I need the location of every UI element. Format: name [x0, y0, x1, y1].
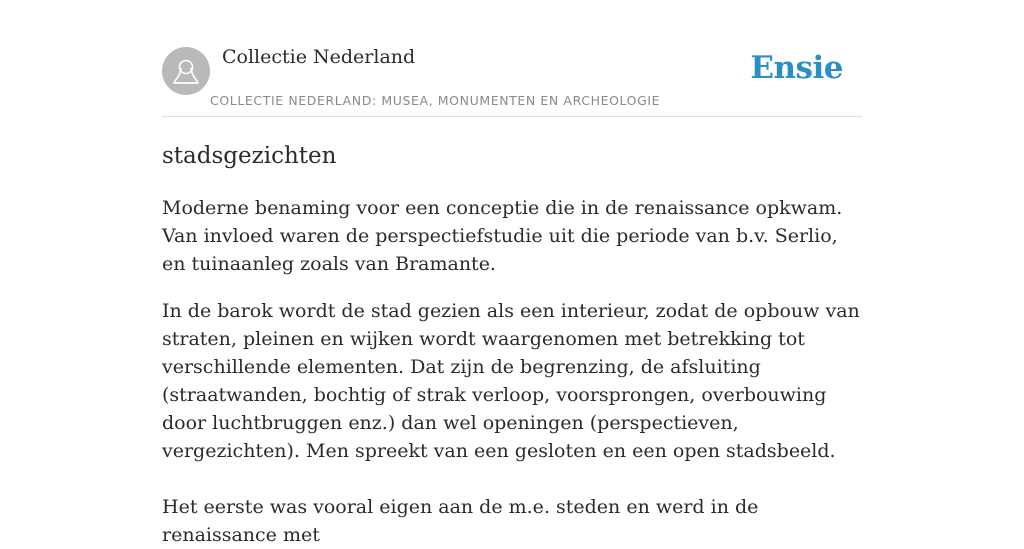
article-body: [162, 194, 862, 549]
article-title: stadsgezichten: [162, 143, 337, 169]
article-paragraph: In de barok wordt de stad gezien als een interieur, zodat de opbouw van straten, pleinen en wijken wordt waargenomen met betrekking tot verschillende elementen. Dat zijn de begrenzing, de afsluiting (straatwanden, bochtig of strak verloop, voorsprongen, overbouwing door luchtbruggen enz.) dan wel openingen (perspectieven, vergezichten). Men spreekt van een gesloten en een open stadsbeeld.: [162, 300, 860, 462]
author-header: [162, 0, 862, 117]
ensie-logo[interactable]: Ensie: [750, 50, 843, 86]
user-silhouette-icon: [162, 47, 210, 95]
article-paragraph: Het eerste was vooral eigen aan de m.e. steden en werd in de renaissance met: [162, 496, 759, 546]
page: [162, 0, 862, 546]
author-avatar[interactable]: [162, 47, 210, 95]
article-paragraph: Moderne benaming voor een conceptie die in de renaissance opkwam. Van invloed waren de perspectiefstudie uit die periode van b.v. Serlio, en tuinaanleg zoals van Bramante.: [162, 197, 843, 275]
author-name[interactable]: Collectie Nederland: [222, 46, 416, 68]
author-description: COLLECTIE NEDERLAND: MUSEA, MONUMENTEN EN ARCHEOLOGIE: [210, 93, 661, 108]
